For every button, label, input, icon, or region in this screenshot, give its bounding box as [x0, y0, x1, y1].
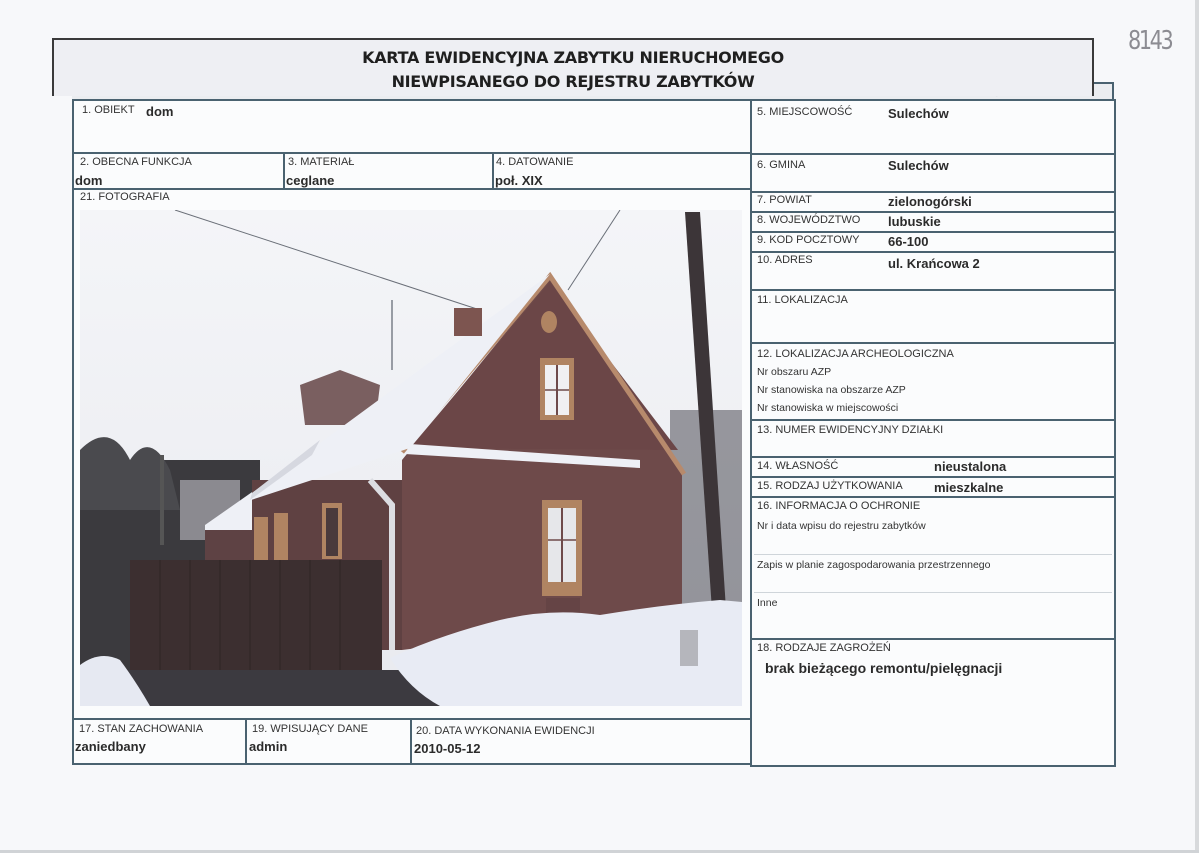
label-fotografia: 21. FOTOGRAFIA	[80, 191, 170, 203]
value-wojewodztwo: lubuskie	[888, 214, 941, 229]
value-material: ceglane	[286, 173, 335, 188]
label-datowanie: 4. DATOWANIE	[496, 156, 574, 168]
field-informacja-o-ochronie	[750, 496, 1116, 640]
field-stan-zachowania	[72, 718, 247, 765]
label-obiekt: 1. OBIEKT	[82, 104, 135, 116]
field-rodzaje-zagrozen	[750, 638, 1116, 767]
value-obecna-funkcja: dom	[75, 173, 103, 188]
label-wojewodztwo: 8. WOJEWÓDZTWO	[757, 214, 861, 226]
value-wpisujacy-dane: admin	[249, 739, 288, 754]
field-kod-pocztowy	[750, 231, 1116, 253]
label-powiat: 7. POWIAT	[757, 194, 812, 206]
field-numer-dzialki	[750, 419, 1116, 458]
label-wpisujacy-dane: 19. WPISUJĄCY DANE	[252, 723, 368, 735]
label-miejscowosc: 5. MIEJSCOWOŚĆ	[757, 106, 853, 118]
field-miejscowosc	[750, 99, 1116, 155]
field-material	[283, 152, 494, 190]
page-title	[52, 46, 1094, 94]
field-adres	[750, 251, 1116, 291]
field-obecna-funkcja	[72, 152, 285, 190]
title-line-1: KARTA EWIDENCYJNA ZABYTKU NIERUCHOMEGO	[362, 48, 784, 67]
building-photograph	[80, 210, 742, 706]
value-stan-zachowania: zaniedbany	[75, 739, 146, 754]
sub-nr-stanowiska-miejscowosci: Nr stanowiska w miejscowości	[757, 402, 899, 414]
label-lokalizacja: 11. LOKALIZACJA	[757, 294, 848, 306]
value-rodzaj-uzytkowania: mieszkalne	[934, 480, 1004, 495]
title-line-2: NIEWPISANEGO DO REJESTRU ZABYTKÓW	[391, 72, 755, 91]
field-obiekt	[72, 99, 752, 154]
label-stan-zachowania: 17. STAN ZACHOWANIA	[79, 723, 204, 735]
page-edge	[1195, 0, 1199, 853]
field-wlasnosc	[750, 456, 1116, 478]
label-informacja-o-ochronie: 16. INFORMACJA O OCHRONIE	[757, 500, 921, 512]
label-rodzaj-uzytkowania: 15. RODZAJ UŻYTKOWANIA	[757, 480, 903, 492]
value-kod-pocztowy: 66-100	[888, 234, 929, 249]
field-wojewodztwo	[750, 211, 1116, 233]
label-adres: 10. ADRES	[757, 254, 813, 266]
field-lokalizacja-archeologiczna	[750, 342, 1116, 421]
value-wlasnosc: nieustalona	[934, 459, 1007, 474]
value-powiat: zielonogórski	[888, 194, 972, 209]
sub-nr-obszaru-azp: Nr obszaru AZP	[757, 366, 832, 378]
label-data-wykonania: 20. DATA WYKONANIA EWIDENCJI	[416, 725, 595, 737]
field-gmina	[750, 153, 1116, 193]
label-kod-pocztowy: 9. KOD POCZTOWY	[757, 234, 860, 246]
divider	[754, 554, 1112, 555]
field-lokalizacja	[750, 289, 1116, 344]
value-obiekt: dom	[146, 104, 174, 119]
label-rodzaje-zagrozen: 18. RODZAJE ZAGROŻEŃ	[757, 642, 891, 654]
label-material: 3. MATERIAŁ	[288, 156, 355, 168]
value-miejscowosc: Sulechów	[888, 106, 949, 121]
field-datowanie	[492, 152, 752, 190]
value-rodzaje-zagrozen: brak bieżącego remontu/pielęgnacji	[765, 660, 1003, 676]
sub-zapis-w-planie: Zapis w planie zagospodarowania przestrzennego	[757, 559, 991, 571]
field-rodzaj-uzytkowania	[750, 476, 1116, 498]
value-adres: ul. Krańcowa 2	[888, 256, 980, 271]
field-data-wykonania	[410, 718, 752, 765]
sub-nr-data-wpisu: Nr i data wpisu do rejestru zabytków	[757, 520, 926, 532]
house-photo-illustration	[80, 210, 742, 706]
value-data-wykonania: 2010-05-12	[414, 741, 481, 756]
field-powiat	[750, 191, 1116, 213]
value-datowanie: poł. XIX	[495, 173, 543, 188]
label-wlasnosc: 14. WŁASNOŚĆ	[757, 460, 839, 472]
sub-inne: Inne	[757, 597, 778, 609]
sub-nr-stanowiska-azp: Nr stanowiska na obszarze AZP	[757, 384, 906, 396]
handwritten-number: 8143	[1128, 26, 1172, 56]
label-lokalizacja-archeologiczna: 12. LOKALIZACJA ARCHEOLOGICZNA	[757, 348, 954, 360]
divider	[754, 592, 1112, 593]
label-numer-dzialki: 13. NUMER EWIDENCYJNY DZIAŁKI	[757, 424, 944, 436]
label-gmina: 6. GMINA	[757, 159, 806, 171]
field-wpisujacy-dane	[245, 718, 412, 765]
value-gmina: Sulechów	[888, 158, 949, 173]
label-obecna-funkcja: 2. OBECNA FUNKCJA	[80, 156, 192, 168]
